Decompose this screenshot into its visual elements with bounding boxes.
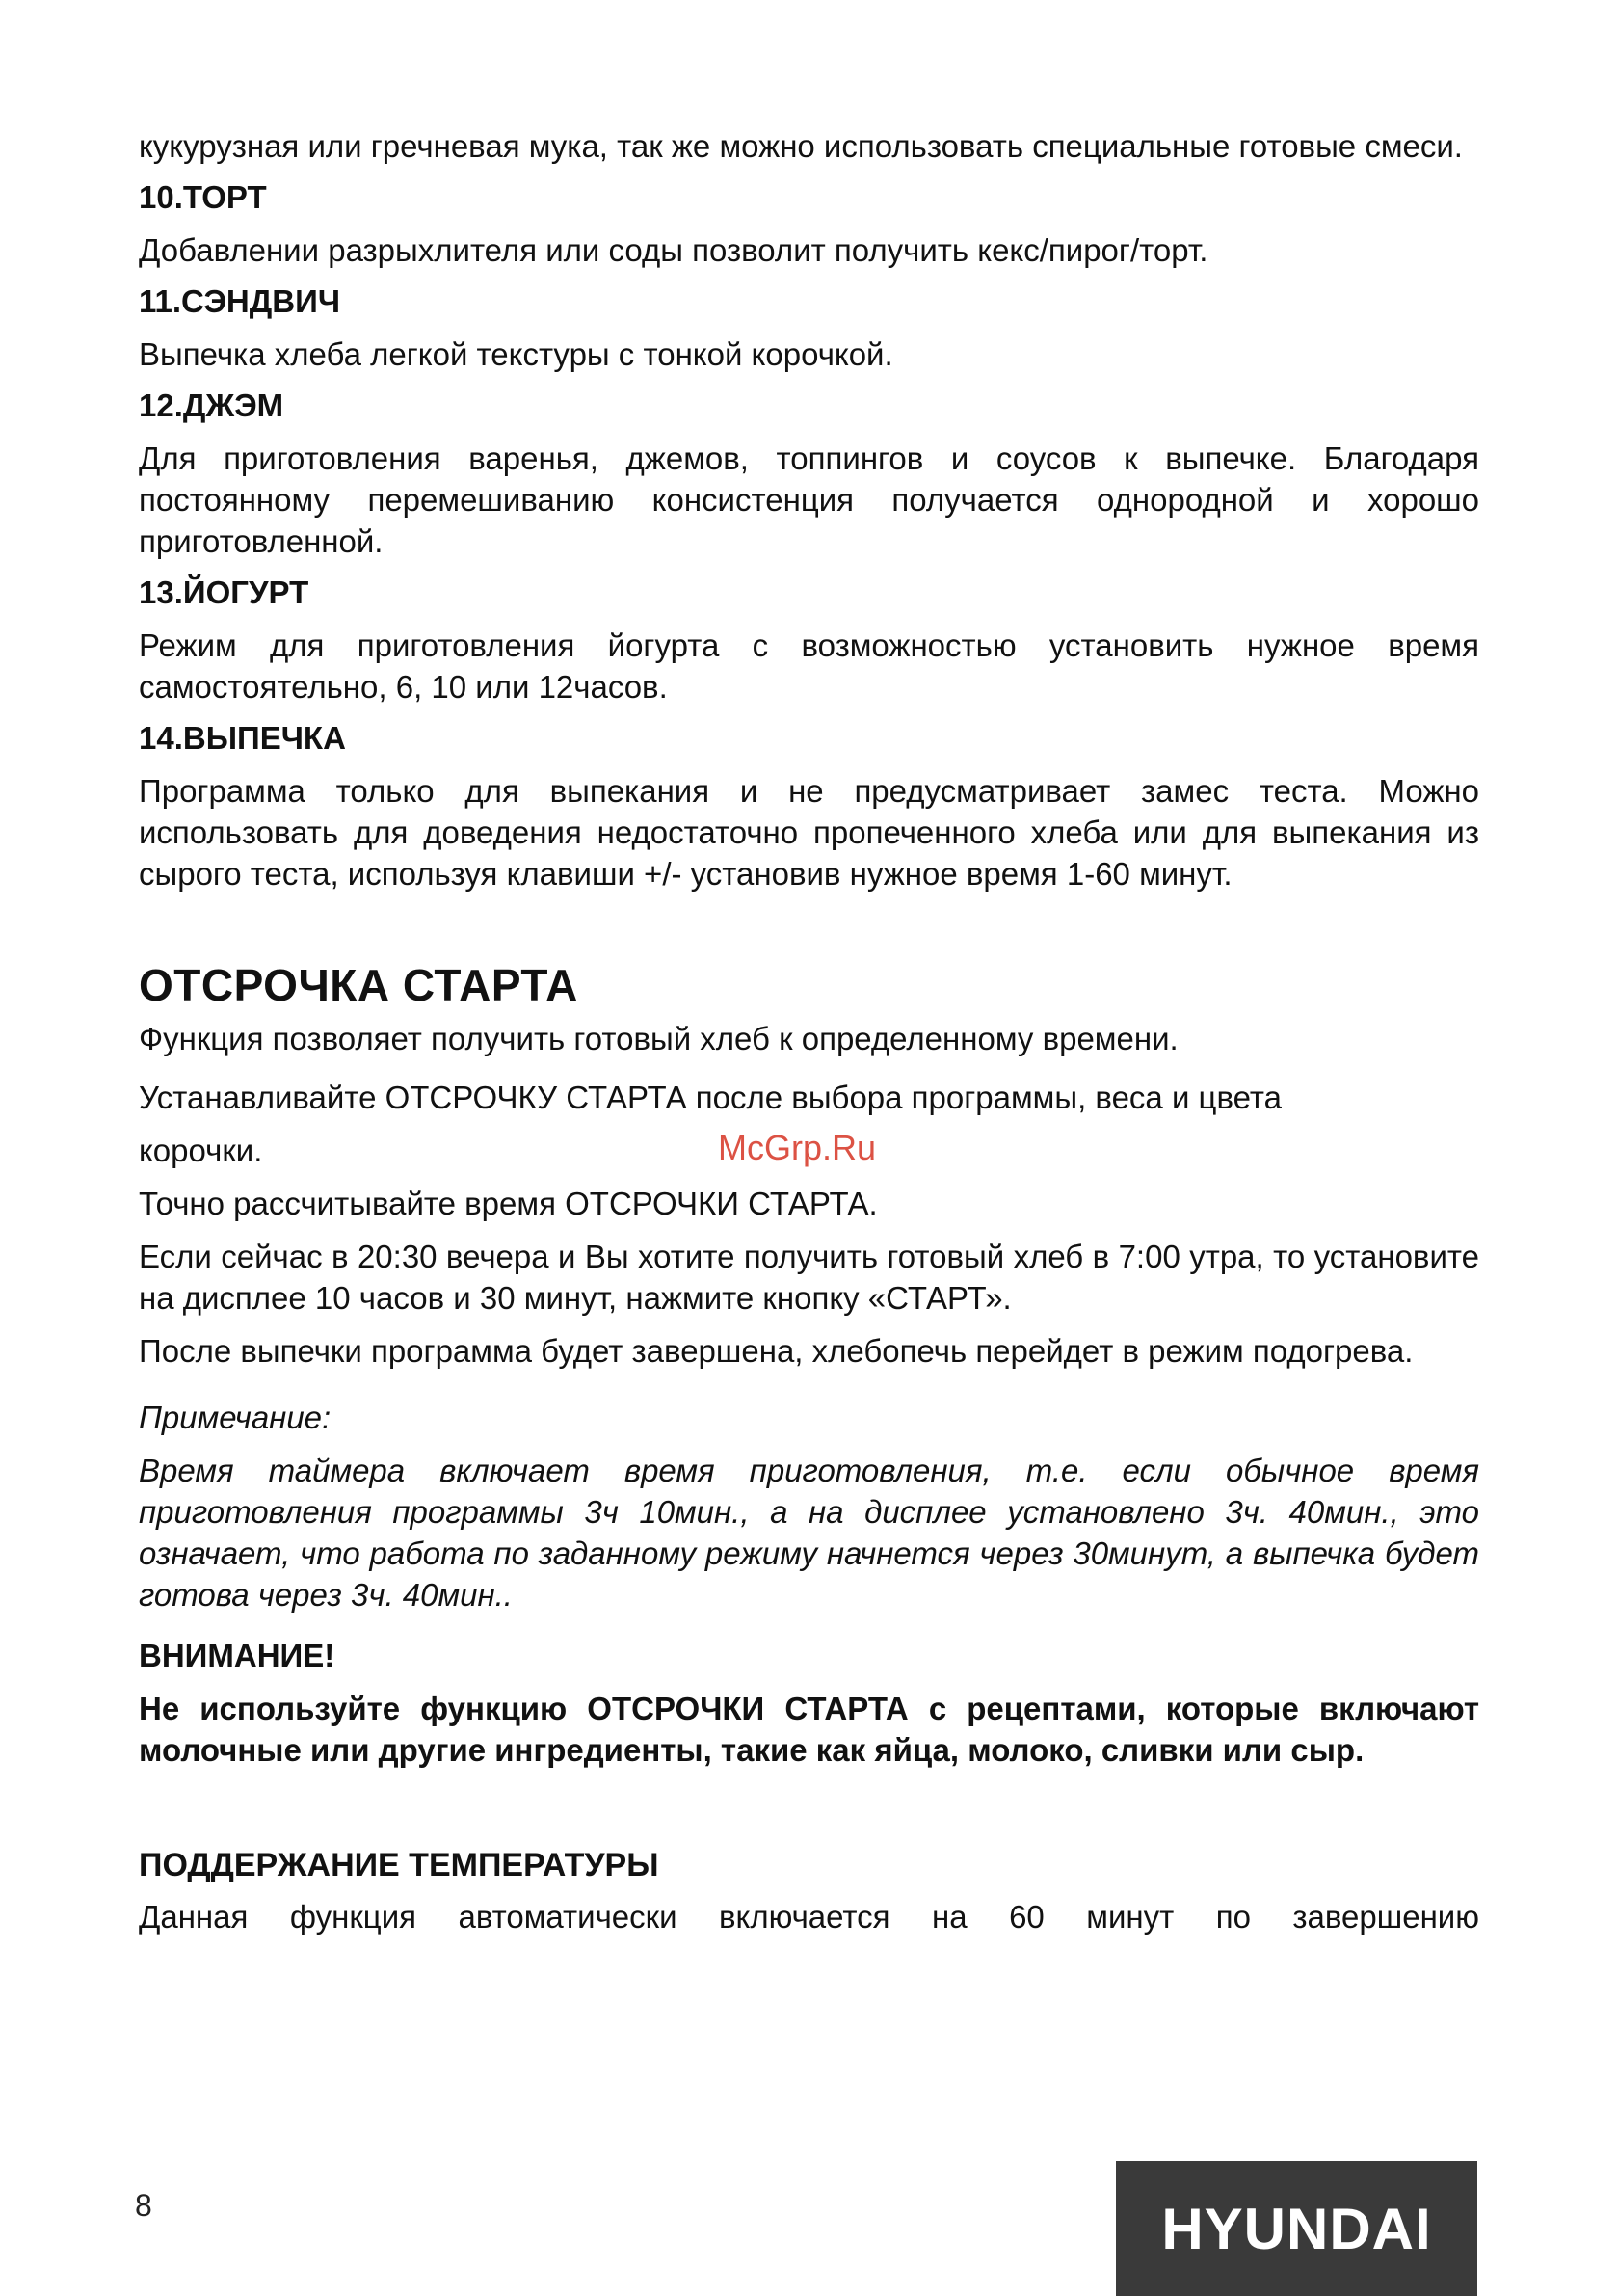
item-text: Режим для приготовления йогурта с возможностью установить нужное время самостоятельно, 6, 10 или 12часов.: [139, 627, 1479, 705]
item-bake: [139, 717, 1479, 894]
watermark: McGrp.Ru: [718, 1128, 877, 1167]
section-heading: ПОДДЕРЖАНИЕ ТЕМПЕРАТУРЫ: [139, 1847, 659, 1883]
item-title: 10.ТОРТ: [139, 179, 267, 215]
delay-p5: После выпечки программа будет завершена, хлебопечь перейдет в режим подогрева.: [139, 1333, 1414, 1369]
note-text: Время таймера включает время приготовления, т.е. если обычное время приготовления программы 3ч 10мин., а на дисплее установлено 3ч. 40мин., это означает, что работа по заданному режиму начнется через 30минут, а выпечка будет готова через 3ч. 40мин..: [139, 1453, 1479, 1613]
delay-p2: Устанавливайте ОТСРОЧКУ СТАРТА после выбора программы, веса и цвета: [139, 1080, 1282, 1115]
section-heading: ОТСРОЧКА СТАРТА: [139, 960, 578, 1010]
item-title: 12.ДЖЭМ: [139, 387, 284, 423]
warning-text: Не используйте функцию ОТСРОЧКИ СТАРТА с рецептами, которые включают молочные или другие ингредиенты, такие как яйца, молоко, сливки или сыр.: [139, 1691, 1479, 1768]
intro-text: кукурузная или гречневая мука, так же можно использовать специальные готовые смеси.: [139, 128, 1463, 164]
brand-logo-text: HYUNDAI: [1161, 2196, 1432, 2261]
item-text: Для приготовления варенья, джемов, топпингов и соусов к выпечке. Благодаря постоянному перемешиванию консистенция получается однородной и хорошо приготовленной.: [139, 441, 1479, 559]
item-title: 11.СЭНДВИЧ: [139, 283, 341, 319]
item-yogurt: [139, 572, 1479, 707]
delay-p3: Точно рассчитывайте время ОТСРОЧКИ СТАРТА.: [139, 1186, 878, 1221]
brand-logo: [1116, 2161, 1477, 2296]
item-sandwich: [139, 280, 1479, 375]
warning-label: ВНИМАНИЕ!: [139, 1638, 335, 1673]
page-number: 8: [135, 2188, 152, 2223]
keepwarm-text: Данная функция автоматически включается на 60 минут по завершению: [139, 1899, 1479, 1935]
section-delay-start: [139, 958, 1479, 1771]
page-content: [139, 125, 1479, 1937]
item-text: Программа только для выпекания и не предусматривает замес теста. Можно использовать для доведения недостаточно пропеченного хлеба или для выпекания из сырого теста, используя клавиши +/- установив нужное время 1-60 минут.: [139, 773, 1479, 892]
item-text: Добавлении разрыхлителя или соды позволит получить кекс/пирог/торт.: [139, 232, 1208, 268]
delay-p1: Функция позволяет получить готовый хлеб к определенному времени.: [139, 1021, 1179, 1056]
section-keep-warm: [139, 1844, 1479, 1937]
item-cake: [139, 176, 1479, 271]
item-title: 13.ЙОГУРТ: [139, 574, 309, 610]
item-text: Выпечка хлеба легкой текстуры с тонкой корочкой.: [139, 336, 893, 372]
item-title: 14.ВЫПЕЧКА: [139, 720, 346, 756]
delay-p2b: корочки.: [139, 1133, 263, 1168]
delay-p4: Если сейчас в 20:30 вечера и Вы хотите получить готовый хлеб в 7:00 утра, то установите на дисплее 10 часов и 30 минут, нажмите кнопку «СТАРТ».: [139, 1239, 1479, 1316]
note-label: Примечание:: [139, 1400, 332, 1435]
item-jam: [139, 385, 1479, 562]
